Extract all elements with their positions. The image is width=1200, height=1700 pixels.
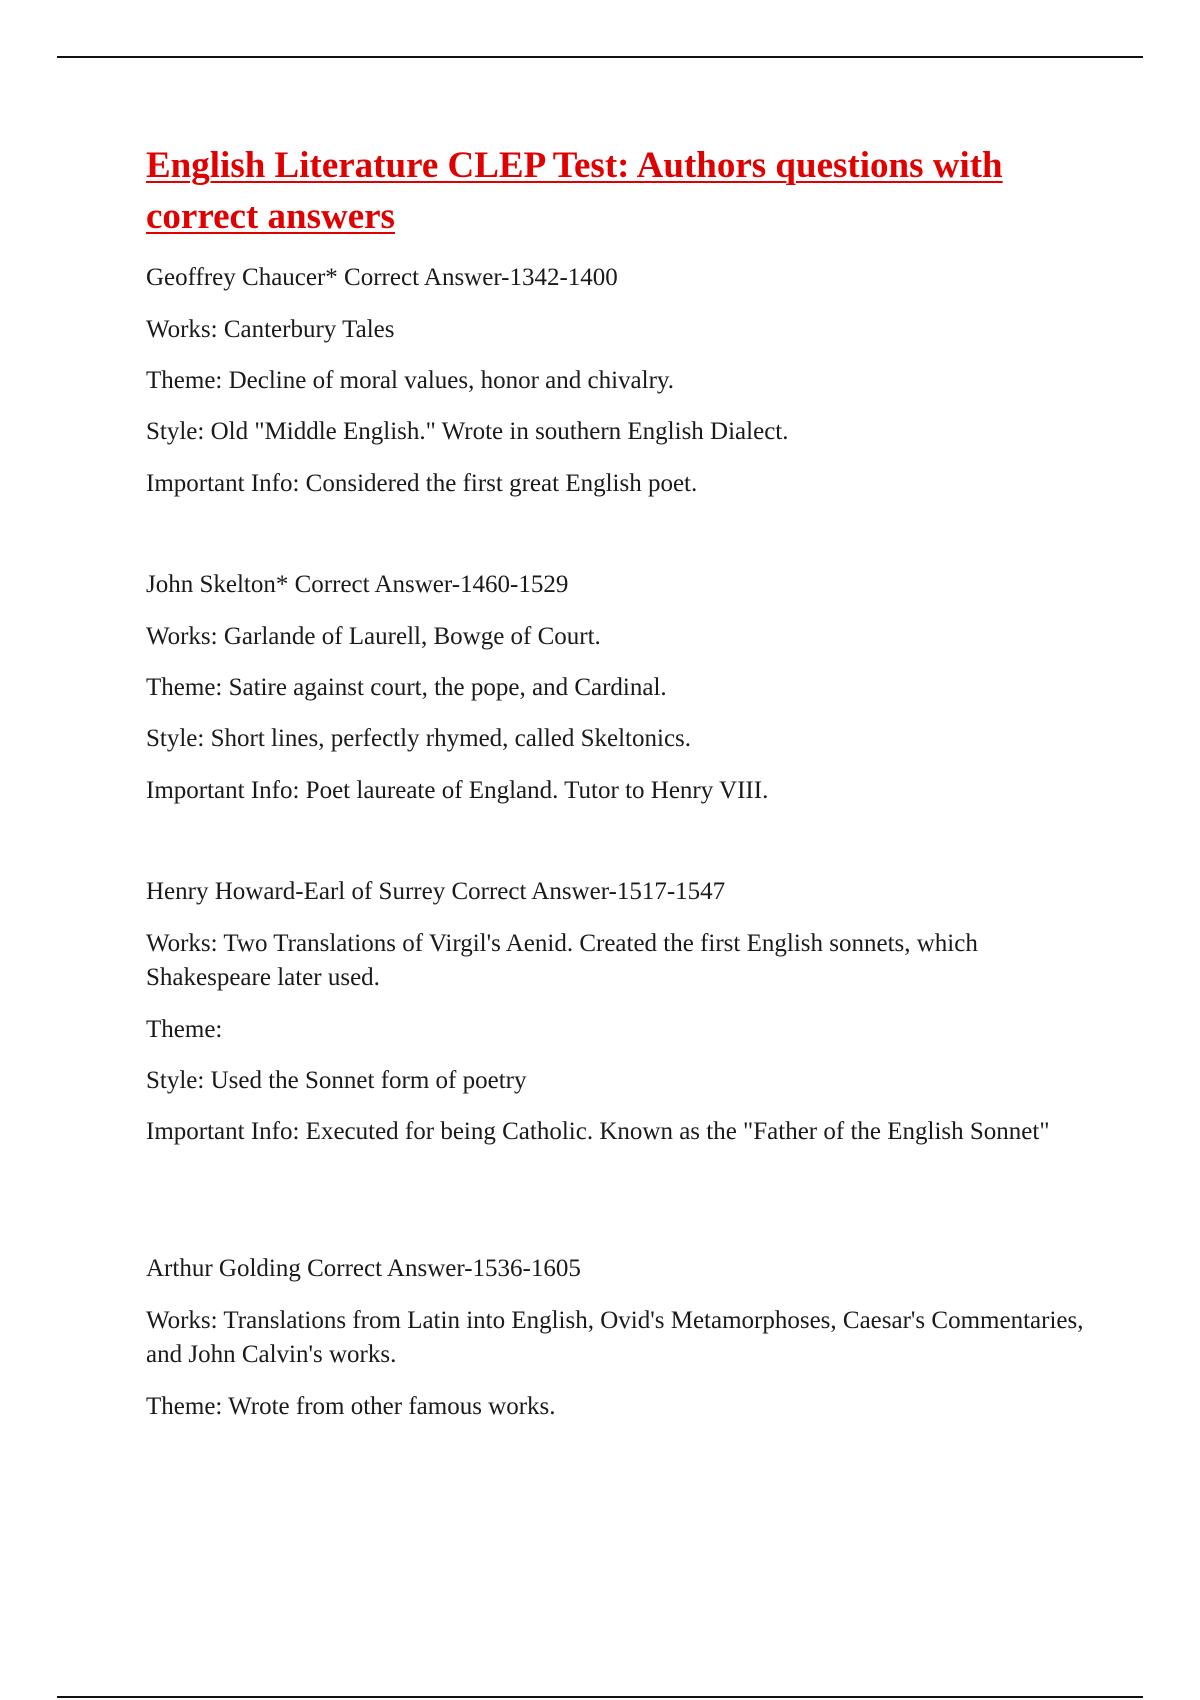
author-style: Style: Old "Middle English." Wrote in southern English Dialect. bbox=[146, 418, 789, 445]
author-style: Style: Short lines, perfectly rhymed, called Skeltonics. bbox=[146, 725, 692, 752]
author-heading: John Skelton* Correct Answer-1460-1529 bbox=[146, 571, 569, 598]
author-theme: Theme: Decline of moral values, honor and chivalry. bbox=[146, 367, 675, 394]
author-works: Works: Translations from Latin into English, Ovid's Metamorphoses, Caesar's Commentaries, and John Calvin's works. bbox=[146, 1307, 1084, 1368]
author-heading: Arthur Golding Correct Answer-1536-1605 bbox=[146, 1255, 581, 1282]
author-heading: Henry Howard-Earl of Surrey Correct Answer-1517-1547 bbox=[146, 878, 726, 905]
author-works: Works: Canterbury Tales bbox=[146, 316, 395, 343]
author-theme: Theme: Wrote from other famous works. bbox=[146, 1393, 556, 1420]
author-works: Works: Two Translations of Virgil's Aenid. Created the first English sonnets, which Shakespeare later used. bbox=[146, 930, 978, 991]
author-info: Important Info: Executed for being Catholic. Known as the "Father of the English Sonnet" bbox=[146, 1118, 1050, 1145]
bottom-divider bbox=[57, 1696, 1143, 1698]
author-theme: Theme: bbox=[146, 1016, 223, 1043]
author-works: Works: Garlande of Laurell, Bowge of Court. bbox=[146, 623, 601, 650]
author-heading: Geoffrey Chaucer* Correct Answer-1342-1400 bbox=[146, 264, 618, 291]
author-theme: Theme: Satire against court, the pope, and Cardinal. bbox=[146, 674, 667, 701]
author-info: Important Info: Considered the first great English poet. bbox=[146, 470, 698, 497]
page-title: English Literature CLEP Test: Authors questions with correct answers bbox=[146, 145, 1003, 237]
author-style: Style: Used the Sonnet form of poetry bbox=[146, 1067, 527, 1094]
author-info: Important Info: Poet laureate of England. Tutor to Henry VIII. bbox=[146, 777, 769, 804]
top-divider bbox=[57, 56, 1143, 58]
